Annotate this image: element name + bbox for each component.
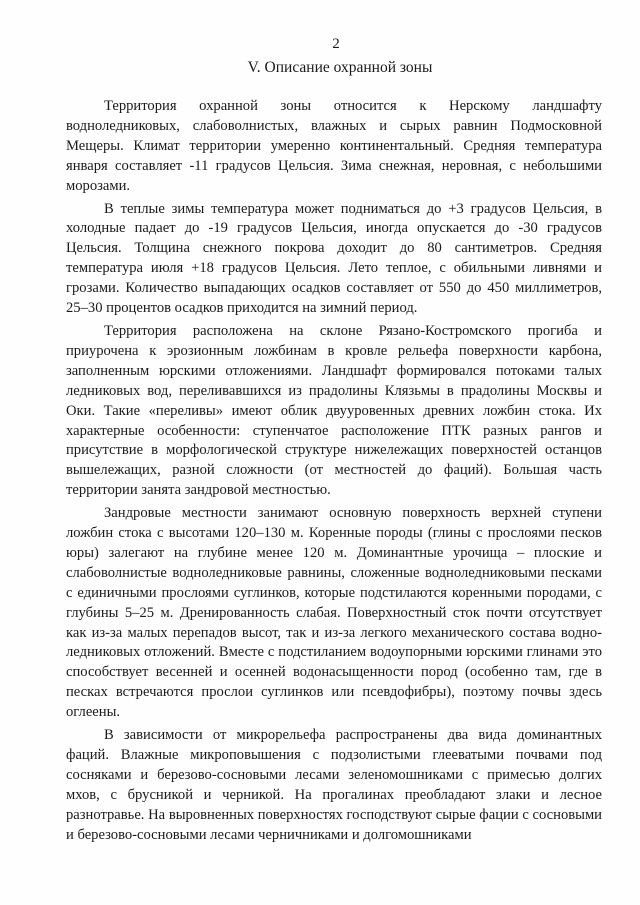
section-title: V. Описание охранной зоны <box>247 59 433 76</box>
paragraph-facies: В зависимости от микрорельефа распространены два вида доминантных фаций. Влажные микроповышения с подзолистыми глееватыми почвами под сосняками и березово-сосновыми лесами зеленомошниками с примесью долгих мхов, с брусникой и черникой. На прогалинах преобладают злаки и лесное разнотравье. На выровненных поверхностях господствуют сырые фации с сосновыми и березово-сосновыми лесами черничниками и долгомошниками <box>66 727 602 843</box>
page-number: 2 <box>332 36 340 52</box>
paragraph-sandur: Зандровые местности занимают основную поверхность верхней ступени ложбин стока с высотами 120–130 м. Коренные породы (глины с прослоями песков юры) залегают на глубине менее 120 м. Доминантные урочища – плоские и слабоволнистые водноледниковые равнины, сложенные водноледниковыми песками с единичными прослоями суглинков, которые подстилаются коренными породами, с глубины 5–25 м. Дренированность слабая. Поверхностный сток почти отсутствует как из-за малых перепадов высот, так и из-за легкого механического состава водно-ледниковых отложений. Вместе с подстиланием водоупорными юрскими глинами это способствует весенней и осенней водонасыщенности пород (особенно там, где в песках встречаются прослои суглинков или псевдофибры), поэтому почвы здесь оглеены. <box>66 505 602 721</box>
document-body <box>66 97 602 849</box>
paragraph-geology: Территория расположена на склоне Рязано-Костромского прогиба и приурочена к эрозионным ложбинам в кровле рельефа поверхности карбона, заполненным юрскими отложениями. Ландшафт формировался потоками талых ледниковых вод, переливавшихся из прадолины Клязьмы в прадолины Москвы и Оки. Такие «переливы» имеют облик двууровенных древних ложбин стока. Их характерные особенности: ступенчатое расположение ПТК разных рангов и присутствие в морфологической структуре нижележащих поверхностей останцов вышележащих, разной сложности (от местностей до фаций). Большая часть территории занята зандровой местностью. <box>66 322 602 499</box>
paragraph-climate: Территория охранной зоны относится к Нерскому ландшафту водноледниковых, слабоволнистых, влажных и сырых равнин Подмосковной Мещеры. Климат территории умеренно континентальный. Средняя температура января составляет -11 градусов Цельсия. Зима снежная, неровная, с небольшими морозами. <box>66 98 602 194</box>
paragraph-temperature: В теплые зимы температура может подниматься до +3 градусов Цельсия, в холодные падает до -19 градусов Цельсия, иногда опускается до -30 градусов Цельсия. Толщина снежного покрова доходит до 80 сантиметров. Средняя температура июля +18 градусов Цельсия. Лето теплое, с обильными ливнями и грозами. Количество выпадающих осадков составляет от 550 до 450 миллиметров, 25–30 процентов осадков приходится на зимний период. <box>66 200 602 317</box>
